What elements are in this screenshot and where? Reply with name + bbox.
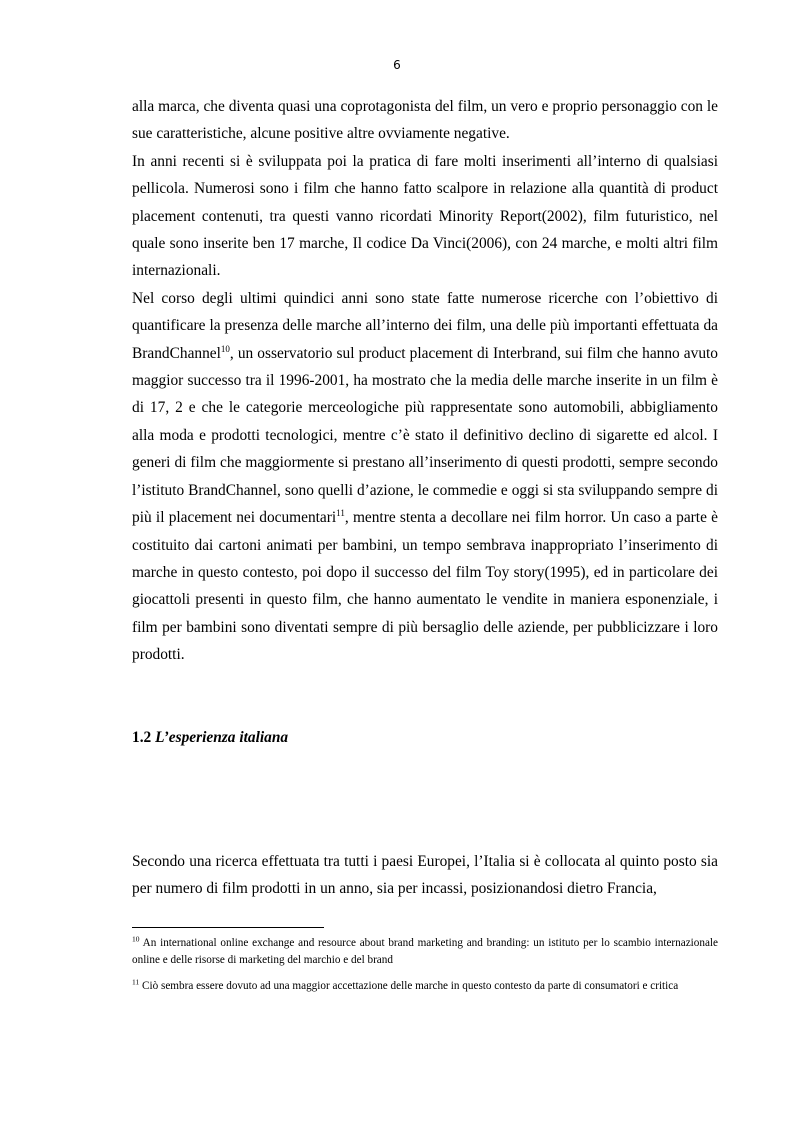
paragraph-3-part-3: , mentre stenta a decollare nei film horror. Un caso a parte è costituito dai cartoni animati per bambini, un tempo sembrava inappropriato l’inserimento di marche in questo contesto, poi dopo il successo del film Toy story(1995), ed in particolare dei giocattoli presenti in questo film, che hanno aumentato le vendite in maniera esponenziale, i film per bambini sono diventati sempre di più bersaglio delle aziende, per pubblicizzare i loro prodotti.	[132, 509, 718, 664]
footnote-10	[132, 935, 718, 969]
footnote-number: 11	[132, 977, 140, 987]
section-title: L’esperienza italiana	[155, 729, 289, 746]
section-number: 1.2	[132, 729, 152, 746]
footnote-divider	[132, 927, 324, 928]
footnote-ref-11: 11	[336, 507, 345, 518]
paragraph-3-part-2: , un osservatorio sul product placement di Interbrand, sui film che hanno avuto maggior successo tra il 1996-2001, ha mostrato che la media delle marche inserite in un film è di 17, 2 e che le categorie merceologiche più rappresentate sono automobili, abbigliamento alla moda e prodotti tecnologici, mentre c’è stato il definitivo declino di sigarette ed alcol. I generi di film che maggiormente si prestano all’inserimento di questi prodotti, sempre secondo l’istituto BrandChannel, sono quelli d’azione, le commedie e oggi si sta sviluppando sempre di più il placement nei documentari	[132, 344, 718, 527]
paragraph-1: alla marca, che diventa quasi una coprotagonista del film, un vero e proprio personaggio con le sue caratteristiche, alcune positive altre ovviamente negative.	[132, 98, 718, 143]
footnote-11	[132, 978, 718, 995]
footnote-text: An international online exchange and resource about brand marketing and branding: un istituto per lo scambio internazionale online e delle risorse di marketing del marchio e del brand	[132, 937, 718, 966]
footnote-number: 10	[132, 934, 140, 944]
footnote-ref-10: 10	[220, 343, 230, 354]
section-body	[132, 848, 718, 903]
footnote-text: Ciò sembra essere dovuto ad una maggior accettazione delle marche in questo contesto da parte di consumatori e critica	[139, 980, 679, 992]
page-number: 6	[393, 58, 401, 72]
paragraph-3-part-1: Nel corso degli ultimi quindici anni sono state fatte numerose ricerche con l’obiettivo di quantificare la presenza delle marche all’interno dei film, una delle più importanti effettuata da BrandChannel	[132, 289, 718, 362]
paragraph-3	[132, 285, 718, 669]
paragraph-2: In anni recenti si è sviluppata poi la pratica di fare molti inserimenti all’interno di qualsiasi pellicola. Numerosi sono i film che hanno fatto scalpore in relazione alla quantità di product placement contenuti, tra questi vanno ricordati Minority Report(2002), film futuristico, nel quale sono inserite ben 17 marche, Il codice Da Vinci(2006), con 24 marche, e molti altri film internazionali.	[132, 152, 718, 280]
body-text	[132, 93, 718, 669]
section-paragraph: Secondo una ricerca effettuata tra tutti i paesi Europei, l’Italia si è collocata al quinto posto sia per numero di film prodotti in un anno, sia per incassi, posizionandosi dietro Francia,	[132, 853, 718, 898]
section-heading	[132, 729, 288, 747]
footnotes	[132, 935, 718, 1004]
